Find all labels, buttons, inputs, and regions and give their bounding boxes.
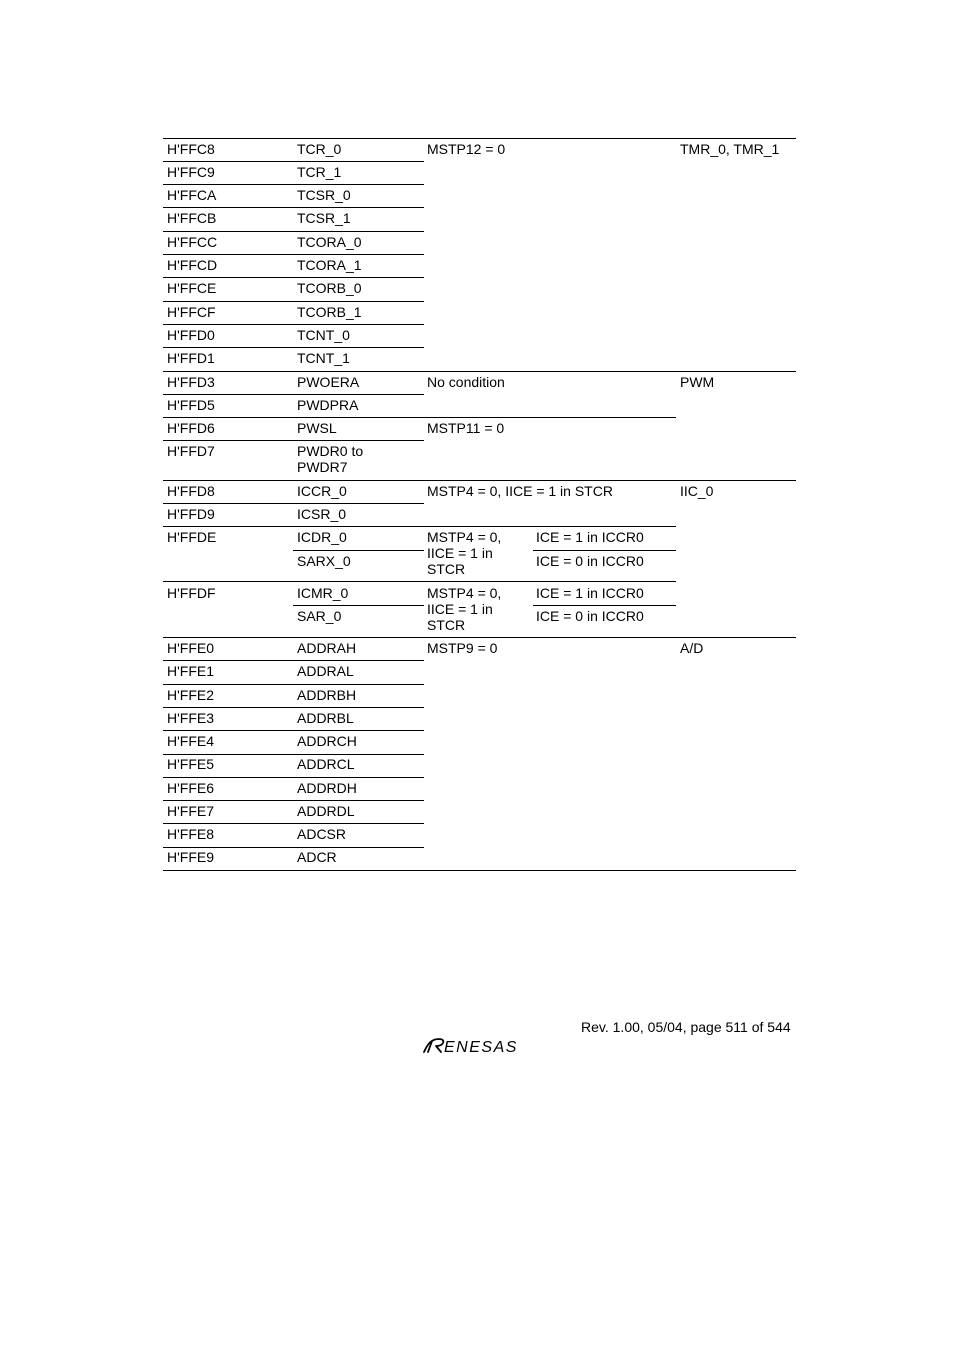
address-cell: H'FFC8 bbox=[167, 141, 215, 157]
table-rule bbox=[163, 754, 424, 755]
condition-cell: STCR bbox=[427, 617, 466, 633]
register-cell: TCORB_1 bbox=[297, 304, 362, 320]
table-rule bbox=[163, 707, 424, 708]
address-cell: H'FFE3 bbox=[167, 710, 215, 726]
module-cell: A/D bbox=[680, 640, 704, 656]
register-cell: ADDRDL bbox=[297, 803, 355, 819]
table-rule bbox=[163, 301, 424, 302]
address-cell: H'FFD9 bbox=[167, 506, 215, 522]
table-rule bbox=[163, 637, 796, 638]
condition-cell: ICE = 1 in ICCR0 bbox=[536, 585, 644, 601]
table-rule bbox=[163, 660, 424, 661]
condition-cell: IICE = 1 in bbox=[427, 545, 493, 561]
table-rule bbox=[293, 605, 424, 606]
address-cell: H'FFCC bbox=[167, 234, 218, 250]
table-rule bbox=[163, 440, 424, 441]
address-cell: H'FFE6 bbox=[167, 780, 215, 796]
table-rule bbox=[533, 605, 676, 606]
address-cell: H'FFD8 bbox=[167, 483, 215, 499]
address-cell: H'FFE0 bbox=[167, 640, 215, 656]
address-cell: H'FFCF bbox=[167, 304, 216, 320]
condition-cell: MSTP4 = 0, bbox=[427, 585, 502, 601]
table-rule bbox=[163, 138, 796, 139]
condition-cell: MSTP4 = 0, bbox=[427, 529, 502, 545]
table-rule bbox=[163, 777, 424, 778]
register-cell: ICMR_0 bbox=[297, 585, 349, 601]
register-cell: ADDRBL bbox=[297, 710, 354, 726]
condition-cell: MSTP4 = 0, IICE = 1 in STCR bbox=[427, 483, 613, 499]
address-cell: H'FFE5 bbox=[167, 756, 215, 772]
table-rule bbox=[163, 417, 676, 418]
table-rule bbox=[163, 231, 424, 232]
table-rule bbox=[163, 371, 796, 372]
register-cell: PWDPRA bbox=[297, 397, 359, 413]
address-cell: H'FFDF bbox=[167, 585, 216, 601]
table-rule bbox=[163, 730, 424, 731]
register-cell: ADDRAH bbox=[297, 640, 357, 656]
register-cell: TCNT_0 bbox=[297, 327, 350, 343]
address-cell: H'FFE8 bbox=[167, 826, 215, 842]
register-cell: TCORA_1 bbox=[297, 257, 362, 273]
condition-cell: MSTP9 = 0 bbox=[427, 640, 498, 656]
address-cell: H'FFCE bbox=[167, 280, 217, 296]
address-cell: H'FFD0 bbox=[167, 327, 215, 343]
address-cell: H'FFD5 bbox=[167, 397, 215, 413]
register-cell: PWDR0 to bbox=[297, 443, 364, 459]
table-rule bbox=[163, 823, 424, 824]
table-rule bbox=[163, 324, 424, 325]
table-rule bbox=[163, 503, 424, 504]
table-rule bbox=[163, 870, 796, 871]
register-cell: ADDRBH bbox=[297, 687, 357, 703]
register-cell: ADDRCL bbox=[297, 756, 355, 772]
address-cell: H'FFCA bbox=[167, 187, 217, 203]
table-rule bbox=[163, 847, 424, 848]
svg-text:ENESAS: ENESAS bbox=[444, 1039, 518, 1056]
register-cell: PWDR7 bbox=[297, 459, 348, 475]
table-rule bbox=[163, 161, 424, 162]
address-cell: H'FFD7 bbox=[167, 443, 215, 459]
table-rule bbox=[293, 550, 424, 551]
register-cell: PWOERA bbox=[297, 374, 360, 390]
address-cell: H'FFE2 bbox=[167, 687, 215, 703]
register-cell: TCORA_0 bbox=[297, 234, 362, 250]
register-cell: ICDR_0 bbox=[297, 529, 347, 545]
module-cell: PWM bbox=[680, 374, 715, 390]
table-rule bbox=[163, 526, 676, 527]
table-rule bbox=[163, 277, 424, 278]
table-rule bbox=[163, 254, 424, 255]
condition-cell: STCR bbox=[427, 561, 466, 577]
address-cell: H'FFD6 bbox=[167, 420, 215, 436]
address-cell: H'FFDE bbox=[167, 529, 217, 545]
register-cell: PWSL bbox=[297, 420, 337, 436]
renesas-logo bbox=[422, 1033, 542, 1057]
table-rule bbox=[163, 207, 424, 208]
register-cell: TCR_0 bbox=[297, 141, 342, 157]
table-rule bbox=[163, 480, 796, 481]
condition-cell: No condition bbox=[427, 374, 505, 390]
register-cell: ADCR bbox=[297, 849, 337, 865]
address-cell: H'FFE7 bbox=[167, 803, 215, 819]
table-rule bbox=[533, 550, 676, 551]
register-cell: ADDRAL bbox=[297, 663, 354, 679]
register-cell: SARX_0 bbox=[297, 553, 351, 569]
condition-cell: ICE = 1 in ICCR0 bbox=[536, 529, 644, 545]
register-cell: ADDRDH bbox=[297, 780, 357, 796]
register-cell: ICCR_0 bbox=[297, 483, 347, 499]
register-cell: TCORB_0 bbox=[297, 280, 362, 296]
address-cell: H'FFE4 bbox=[167, 733, 215, 749]
module-cell: TMR_0, TMR_1 bbox=[680, 141, 780, 157]
register-cell: ICSR_0 bbox=[297, 506, 347, 522]
condition-cell: ICE = 0 in ICCR0 bbox=[536, 553, 644, 569]
table-rule bbox=[163, 684, 424, 685]
module-cell: IIC_0 bbox=[680, 483, 714, 499]
condition-cell: ICE = 0 in ICCR0 bbox=[536, 608, 644, 624]
condition-cell: MSTP12 = 0 bbox=[427, 141, 506, 157]
address-cell: H'FFC9 bbox=[167, 164, 215, 180]
condition-cell: IICE = 1 in bbox=[427, 601, 493, 617]
register-cell: SAR_0 bbox=[297, 608, 342, 624]
address-cell: H'FFD1 bbox=[167, 350, 215, 366]
address-cell: H'FFCB bbox=[167, 210, 217, 226]
table-rule bbox=[163, 394, 424, 395]
condition-cell: MSTP11 = 0 bbox=[427, 420, 505, 436]
table-rule bbox=[163, 800, 424, 801]
register-cell: ADDRCH bbox=[297, 733, 357, 749]
address-cell: H'FFE1 bbox=[167, 663, 215, 679]
table-rule bbox=[163, 347, 424, 348]
page-footer-info: Rev. 1.00, 05/04, page 511 of 544 bbox=[581, 1019, 791, 1035]
address-cell: H'FFCD bbox=[167, 257, 218, 273]
table-rule bbox=[163, 581, 676, 582]
address-cell: H'FFE9 bbox=[167, 849, 215, 865]
table-rule bbox=[163, 184, 424, 185]
register-cell: TCNT_1 bbox=[297, 350, 350, 366]
register-cell: ADCSR bbox=[297, 826, 347, 842]
register-cell: TCSR_0 bbox=[297, 187, 351, 203]
register-cell: TCR_1 bbox=[297, 164, 342, 180]
address-cell: H'FFD3 bbox=[167, 374, 215, 390]
register-cell: TCSR_1 bbox=[297, 210, 351, 226]
